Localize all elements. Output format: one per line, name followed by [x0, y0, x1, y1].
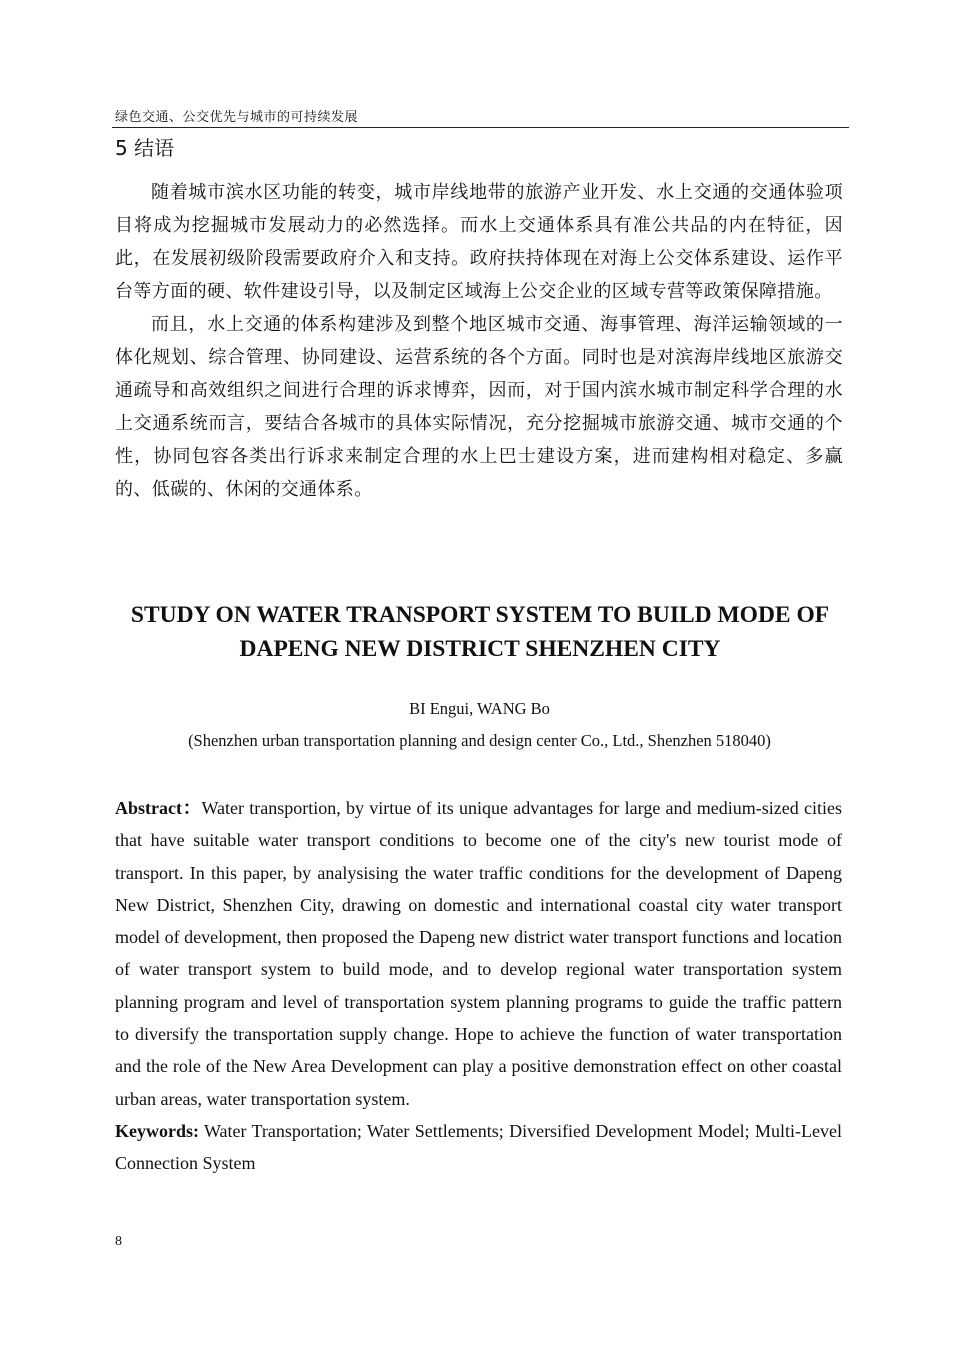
english-title-line-2: DAPENG NEW DISTRICT SHENZHEN CITY: [239, 636, 721, 662]
abstract-text: Water transportion, by virtue of its unique advantages for large and medium-sized cities that have suitable water transport conditions to become one of the city's new tourist mode of transport. In this paper, by analysising the water traffic conditions for the development of Dapeng New District, Shenzhen City, drawing on domestic and international coastal city water transport model of development, then proposed the Dapeng new district water transport functions and location of water transport system to build mode, and to develop regional water transportation system planning program and level of transportation system planning programs to guide the traffic pattern to diversify the transportation supply change. Hope to achieve the function of water transportation and the role of the New Area Development can play a positive demonstration effect on other coastal urban areas, water transportation system.: [115, 798, 843, 1109]
section-heading: 5 结语: [115, 136, 175, 160]
running-header: 绿色交通、公交优先与城市的可持续发展: [115, 110, 359, 125]
chinese-body: [115, 176, 843, 506]
page-number: 8: [115, 1234, 122, 1249]
header-rule: [112, 127, 849, 128]
chinese-paragraph-2: 而且，水上交通的体系构建涉及到整个地区城市交通、海事管理、海洋运输领域的一体化规划、综合管理、协同建设、运营系统的各个方面。同时也是对滨海岸线地区旅游交通疏导和高效组织之间进行合理的诉求博弈，因而，对于国内滨水城市制定科学合理的水上交通系统而言，要结合各城市的具体实际情况，充分挖掘城市旅游交通、城市交通的个性，协同包容各类出行诉求来制定合理的水上巴士建设方案，进而建构相对稳定、多赢的、低碳的、休闲的交通体系。: [115, 314, 843, 500]
authors: BI Engui, WANG Bo: [409, 699, 550, 718]
abstract-paragraph: [115, 792, 842, 1115]
english-title-line-1: STUDY ON WATER TRANSPORT SYSTEM TO BUILD MODE OF: [130, 602, 830, 628]
english-title: [90, 598, 870, 666]
abstract-label: Abstract：: [115, 798, 202, 818]
affiliation: (Shenzhen urban transportation planning and design center Co., Ltd., Shenzhen 518040): [188, 731, 771, 750]
abstract-block: [115, 792, 842, 1180]
keywords-label: Keywords:: [115, 1120, 199, 1141]
chinese-paragraph-1: 随着城市滨水区功能的转变，城市岸线地带的旅游产业开发、水上交通的交通体验项目将成为挖掘城市发展动力的必然选择。而水上交通体系具有准公共品的内在特征，因此，在发展初级阶段需要政府介入和支持。政府扶持体现在对海上公交体系建设、运作平台等方面的硬、软件建设引导，以及制定区域海上公交企业的区域专营等政策保障措施。: [115, 182, 843, 302]
keywords-text: Water Transportation; Water Settlements; Diversified Development Model; Multi-Level Connection System: [115, 1120, 842, 1174]
keywords-paragraph: [115, 1115, 842, 1180]
